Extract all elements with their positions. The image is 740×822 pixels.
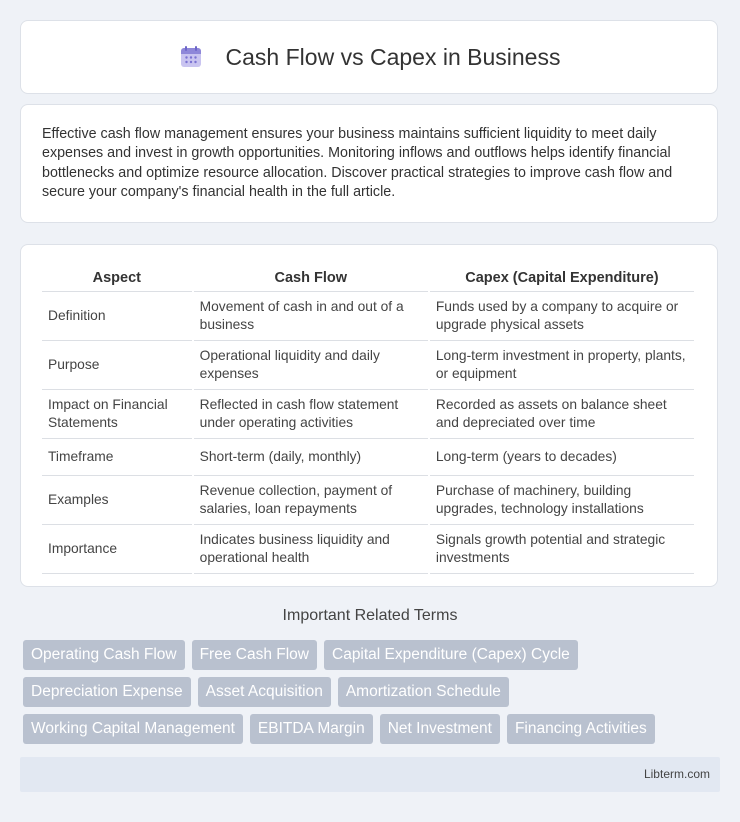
tag-financing-activities[interactable]: Financing Activities (507, 714, 655, 744)
calendar-icon (178, 44, 204, 70)
header-aspect: Aspect (42, 265, 192, 292)
table-header-row (42, 265, 694, 292)
tag-ebitda-margin[interactable]: EBITDA Margin (250, 714, 373, 744)
page-title: Cash Flow vs Capex in Business (225, 43, 561, 70)
cell-capex: Recorded as assets on balance sheet and depreciated over time (430, 390, 694, 439)
cell-aspect: Examples (42, 476, 192, 525)
cell-cash-flow: Movement of cash in and out of a business (194, 292, 428, 341)
tag-capex-cycle[interactable]: Capital Expenditure (Capex) Cycle (324, 640, 578, 670)
comparison-card (20, 244, 718, 587)
tag-row (23, 677, 723, 707)
header-capex: Capex (Capital Expenditure) (430, 265, 694, 292)
cell-cash-flow: Indicates business liquidity and operational health (194, 525, 428, 574)
cell-aspect: Impact on Financial Statements (42, 390, 192, 439)
table-row (42, 439, 694, 476)
cell-capex: Funds used by a company to acquire or upgrade physical assets (430, 292, 694, 341)
tag-operating-cash-flow[interactable]: Operating Cash Flow (23, 640, 185, 670)
table-row (42, 525, 694, 574)
cell-capex: Signals growth potential and strategic investments (430, 525, 694, 574)
table-row (42, 341, 694, 390)
cell-capex: Long-term (years to decades) (430, 439, 694, 476)
header-cash-flow: Cash Flow (194, 265, 428, 292)
cell-aspect: Definition (42, 292, 192, 341)
tag-row (23, 714, 723, 744)
tag-row (23, 640, 723, 670)
related-terms-title: Important Related Terms (282, 607, 458, 624)
cell-aspect: Purpose (42, 341, 192, 390)
related-terms-list (23, 640, 723, 751)
cell-cash-flow: Reflected in cash flow statement under operating activities (194, 390, 428, 439)
table-row (42, 476, 694, 525)
tag-free-cash-flow[interactable]: Free Cash Flow (192, 640, 317, 670)
footer-site-link[interactable]: Libterm.com (643, 767, 710, 781)
cell-cash-flow: Operational liquidity and daily expenses (194, 341, 428, 390)
intro-paragraph: Effective cash flow management ensures your business maintains sufficient liquidity to meet daily expenses and invest in growth opportunities. Monitoring inflows and outflows helps identify financial bottlenecks and optimize resource allocation. Discover practical strategies to improve cash flow and secure your company's financial health in the full article. (42, 126, 673, 201)
intro-card (20, 104, 718, 223)
tag-net-investment[interactable]: Net Investment (380, 714, 500, 744)
tag-depreciation-expense[interactable]: Depreciation Expense (23, 677, 191, 707)
cell-capex: Purchase of machinery, building upgrades, technology installations (430, 476, 694, 525)
cell-aspect: Timeframe (42, 439, 192, 476)
tag-working-capital-management[interactable]: Working Capital Management (23, 714, 243, 744)
footer (20, 757, 720, 792)
comparison-table (40, 265, 696, 574)
tag-amortization-schedule[interactable]: Amortization Schedule (338, 677, 509, 707)
table-row (42, 292, 694, 341)
cell-aspect: Importance (42, 525, 192, 574)
table-row (42, 390, 694, 439)
cell-cash-flow: Short-term (daily, monthly) (194, 439, 428, 476)
cell-capex: Long-term investment in property, plants, or equipment (430, 341, 694, 390)
tag-asset-acquisition[interactable]: Asset Acquisition (198, 677, 331, 707)
cell-cash-flow: Revenue collection, payment of salaries, loan repayments (194, 476, 428, 525)
title-card (20, 20, 718, 94)
